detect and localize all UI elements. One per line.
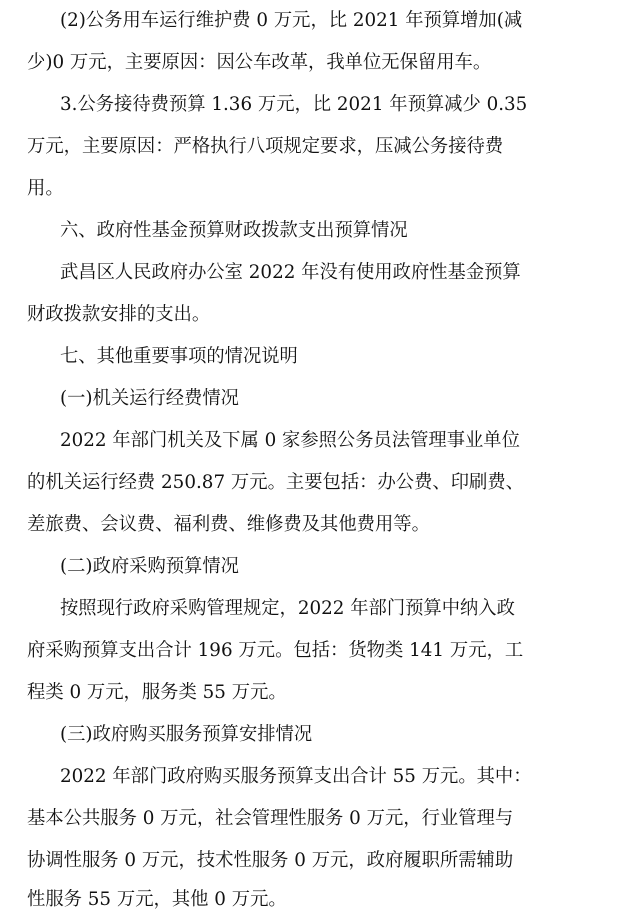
- paragraph-line: [0, 169, 627, 209]
- line-text: 财政拨款安排的支出。: [27, 304, 211, 325]
- line-text: 性服务 55 万元，其他 0 万元。: [27, 889, 287, 910]
- paragraph-line: [0, 85, 627, 125]
- paragraph-line: [0, 253, 627, 293]
- paragraph-line: [0, 799, 627, 839]
- line-text: 按照现行政府采购管理规定，2022 年部门预算中纳入政: [60, 598, 515, 619]
- line-text: (三)政府购买服务预算安排情况: [60, 724, 313, 745]
- subsection-heading: [0, 547, 627, 587]
- line-text: 2022 年部门机关及下属 0 家参照公务员法管理事业单位: [60, 430, 520, 451]
- paragraph-line: [0, 841, 627, 881]
- line-text: 六、政府性基金预算财政拨款支出预算情况: [60, 220, 408, 241]
- paragraph-line: [0, 757, 627, 797]
- paragraph-line: [0, 463, 627, 503]
- line-text: 的机关运行经费 250.87 万元。主要包括：办公费、印刷费、: [27, 472, 524, 493]
- paragraph-line: [0, 880, 627, 920]
- paragraph-line: [0, 631, 627, 671]
- line-text: 少)0 万元，主要原因：因公车改革，我单位无保留用车。: [27, 52, 492, 73]
- paragraph-line: [0, 43, 627, 83]
- line-text: (一)机关运行经费情况: [60, 388, 239, 409]
- paragraph-line: [0, 127, 627, 167]
- line-text: 基本公共服务 0 万元，社会管理性服务 0 万元，行业管理与: [27, 808, 514, 829]
- paragraph-line: [0, 505, 627, 545]
- line-text: 府采购预算支出合计 196 万元。包括：货物类 141 万元，工: [27, 640, 524, 661]
- line-text: (2)公务用车运行维护费 0 万元，比 2021 年预算增加(减: [60, 10, 523, 31]
- line-text: 程类 0 万元，服务类 55 万元。: [27, 682, 287, 703]
- line-text: 武昌区人民政府办公室 2022 年没有使用政府性基金预算: [60, 262, 521, 283]
- line-text: 用。: [27, 178, 64, 199]
- line-text: 协调性服务 0 万元，技术性服务 0 万元，政府履职所需辅助: [27, 850, 514, 871]
- paragraph-line: [0, 589, 627, 629]
- line-text: 万元，主要原因：严格执行八项规定要求，压减公务接待费: [27, 136, 504, 157]
- section-heading: [0, 337, 627, 377]
- line-text: 差旅费、会议费、福利费、维修费及其他费用等。: [27, 514, 430, 535]
- line-text: 3.公务接待费预算 1.36 万元，比 2021 年预算减少 0.35: [60, 94, 528, 115]
- line-text: 2022 年部门政府购买服务预算支出合计 55 万元。其中：: [60, 766, 532, 787]
- subsection-heading: [0, 715, 627, 755]
- paragraph-line: [0, 673, 627, 713]
- section-heading: [0, 211, 627, 251]
- subsection-heading: [0, 379, 627, 419]
- paragraph-line: [0, 421, 627, 461]
- paragraph-line: [0, 295, 627, 335]
- line-text: (二)政府采购预算情况: [60, 556, 239, 577]
- line-text: 七、其他重要事项的情况说明: [60, 346, 298, 367]
- paragraph-line: [0, 1, 627, 41]
